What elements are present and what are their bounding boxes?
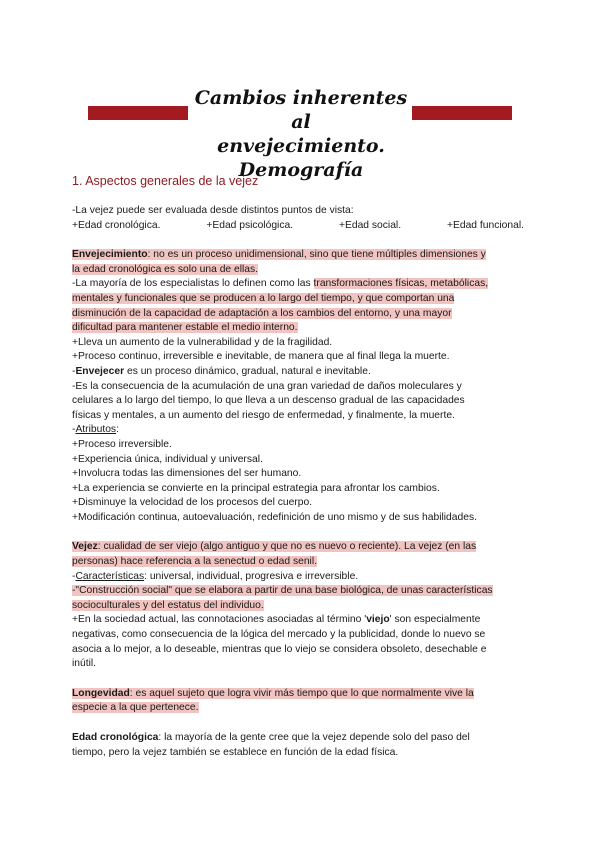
title-decoration-right bbox=[412, 106, 512, 120]
list-item: +Experiencia única, individual y universal. bbox=[72, 453, 263, 465]
list-item: +Involucra todas las dimensiones del ser humano. bbox=[72, 468, 302, 480]
intro-line: -La vejez puede ser evaluada desde distintos puntos de vista: bbox=[72, 205, 354, 216]
list-item: +Disminuye la velocidad de los procesos del cuerpo. bbox=[72, 497, 313, 509]
title-line-1: Cambios inherentes al bbox=[194, 87, 408, 133]
attributes-heading: -Atributos: bbox=[72, 424, 119, 436]
intro-point: +Edad social. bbox=[338, 219, 402, 231]
document-body: -La vejez puede ser evaluada desde distintos puntos de vista: +Edad cronológica. +Edad psicológica. +Edad social. +Edad funcional. Envejecimiento: no es un proceso unidimensional, sino que tiene múltiples dimensiones y la edad cronológica es solo una de ellas. -La mayoría de los especialistas lo definen como las transformaciones físicas, metabólicas, mentales y funcionales que se producen a lo largo del tiempo, y que comportan una disminución de la capacidad de adaptación a los cambios del entorno, y una mayor dificultad para mantener estable el medio interno. +Lleva un aumento de la vulnerabilidad y de la fragilidad. +Proceso continuo, irreversible e inevitable, de manera que al final llega la muerte. -Envejecer es un proceso dinámico, gradual, natural e inevitable. -Es la consecuencia de la acumulación de una gran variedad de daños moleculares y celulares a lo largo del tiempo, lo que lleva a un descenso gradual de las capacidades físicas y mentales, a un aumento del riesgo de enfermedad, y finalmente, la muerte. -Atributos: +Proceso irreversible. +Experiencia única, individual y universal. +Involucra todas las dimensiones del ser humano. +La experiencia se convierte en la principal estrategia para afrontar los cambios. +Disminuye la velocidad de los procesos del cuerpo. +Modificación continua, autoevaluación, redefinición de uno mismo y de sus habilidades. Vejez: cualidad de ser viejo (algo antiguo y que no es nuevo o reciente). La vejez (en las personas) hace referencia a la senectud o edad senil. -Características: universal, individual, progresiva e irreversible. -"Construcción social" que se elabora a partir de una base biológica, de unas características socioculturales y del estatus del individuo. +En la sociedad actual, las connotaciones asociadas al término 'viejo' son especialmente negativas, como consecuencia de la lógica del mercado y la publicidad, donde lo nuevo se asocia a lo mejor, a lo deseable, mientras que lo viejo se considera obsoleto, desechable e inútil. Longevidad: es aquel sujeto que logra vivir más tiempo que lo que normalmente vive la especie a la que pertenece. Edad cronológica: la mayoría de la gente cree que la vejez depende solo del paso del tiempo, pero la vejez también se establece en función de la edad física. bbox=[72, 204, 532, 760]
title-line-2: envejecimiento. Demografía bbox=[217, 135, 385, 181]
envejecimiento-definition: Envejecimiento: no es un proceso unidimensional, sino que tiene múltiples dimensiones y bbox=[72, 249, 486, 261]
term-envejecer: Envejecer bbox=[75, 365, 125, 377]
intro-points bbox=[72, 219, 532, 234]
vejez-definition: Vejez: cualidad de ser viejo (algo antiguo y que no es nuevo o reciente). La vejez (en las bbox=[72, 541, 477, 553]
list-item: +La experiencia se convierte en la principal estrategia para afrontar los cambios. bbox=[72, 482, 440, 494]
title-decoration-left bbox=[88, 106, 188, 120]
list-item: +Modificación continua, autoevaluación, redefinición de uno mismo y de sus habilidades. bbox=[72, 511, 477, 523]
term-viejo: viejo bbox=[366, 614, 390, 626]
characteristics-line: -Características: universal, individual, progresiva e irreversible. bbox=[72, 570, 359, 582]
document-title bbox=[190, 86, 412, 182]
longevidad-definition: Longevidad: es aquel sujeto que logra vivir más tiempo que lo que normalmente vive la bbox=[72, 687, 474, 699]
section-heading: 1. Aspectos generales de la vejez bbox=[72, 174, 259, 188]
term-vejez: Vejez bbox=[72, 541, 98, 553]
intro-point: +Edad funcional. bbox=[446, 219, 524, 231]
intro-point: +Edad cronológica. bbox=[72, 219, 161, 231]
term-edad-cronologica: Edad cronológica bbox=[72, 732, 159, 743]
edad-cronologica-definition: Edad cronológica: la mayoría de la gente cree que la vejez depende solo del paso del bbox=[72, 732, 470, 743]
term-longevidad: Longevidad bbox=[72, 687, 130, 699]
intro-point: +Edad psicológica. bbox=[206, 219, 294, 231]
term-envejecimiento: Envejecimiento bbox=[72, 249, 148, 261]
list-item: +Proceso irreversible. bbox=[72, 438, 172, 450]
